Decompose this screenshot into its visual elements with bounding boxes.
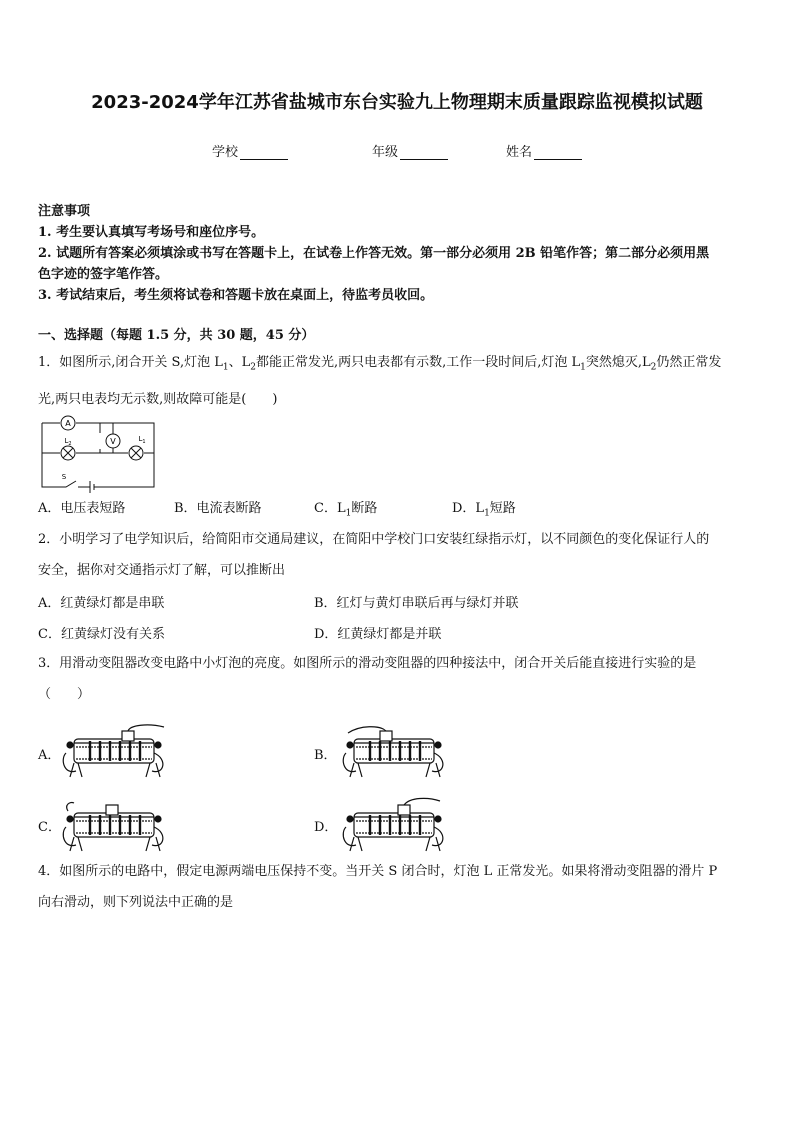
question-2 — [38, 524, 758, 586]
q3-option-b-label[interactable]: B． — [314, 748, 337, 763]
q2-option-a[interactable]: A．红黄绿灯都是串联 — [38, 596, 165, 611]
question-4 — [38, 856, 758, 918]
question-1 — [38, 347, 758, 415]
student-info-row — [0, 141, 794, 161]
q1-option-a[interactable]: A．电压表短路 — [38, 501, 126, 516]
rheostat-c-icon[interactable] — [60, 797, 170, 859]
question-3 — [38, 648, 758, 710]
rheostat-d-icon[interactable] — [340, 797, 450, 859]
exam-title: 2023-2024学年江苏省盐城市东台实验九上物理期末质量跟踪监视模拟试题 — [91, 92, 703, 113]
lamp-l2-icon — [61, 437, 75, 460]
q1-option-d[interactable]: D．$L_1$短路 — [452, 501, 516, 519]
q2-line-1: 2．小明学习了电学知识后，给简阳市交通局建议，在简阳中学校门口安装红绿指示灯，以不同颜色的变化保证行人的 — [38, 532, 710, 547]
q2-options-row-2 — [38, 623, 758, 645]
q1-line-1: 1．如图所示,闭合开关 S,灯泡 $L_1$、$L_2$都能正常发光,两只电表都有示数,工作一段时间后,灯泡 $L_1$突然熄灭$,L_2$仍然正常发 — [38, 355, 722, 373]
q1-option-c[interactable]: C．$L_1$断路 — [314, 501, 378, 519]
school-field[interactable] — [212, 141, 288, 160]
q2-options-row-1 — [38, 592, 758, 614]
notice-item-2-cont: 色字迹的签字笔作答。 — [38, 267, 169, 282]
q2-option-b[interactable]: B．红灯与黄灯串联后再与绿灯并联 — [314, 596, 519, 611]
q2-line-2: 安全，据你对交通指示灯了解，可以推断出 — [38, 563, 286, 578]
q3-option-c-label[interactable]: C． — [38, 820, 61, 835]
q3-option-a-label[interactable]: A． — [38, 748, 61, 763]
q1-line-2: 光,两只电表均无示数,则故障可能是( ) — [38, 391, 278, 407]
q1-circuit-diagram — [38, 413, 158, 493]
q4-line-1: 4．如图所示的电路中，假定电源两端电压保持不变。当开关 S 闭合时，灯泡 L 正常发光。如果将滑动变阻器的滑片 P — [38, 864, 718, 879]
rheostat-a-icon[interactable] — [60, 723, 170, 785]
name-label: 姓名 — [506, 145, 533, 160]
notice-item-1: 1. 考生要认真填写考场号和座位序号。 — [38, 225, 265, 240]
q1-options — [38, 497, 758, 519]
grade-blank[interactable] — [400, 145, 448, 160]
notice-block — [38, 201, 758, 306]
q3-line-1: 3．用滑动变阻器改变电路中小灯泡的亮度。如图所示的滑动变阻器的四种接法中，闭合开关后能直接进行实验的是 — [38, 656, 697, 671]
notice-heading: 注意事项 — [38, 204, 91, 219]
q3-line-2: （ ） — [38, 687, 91, 702]
q1-option-b[interactable]: B．电流表断路 — [174, 501, 262, 516]
svg-text:S: S — [61, 473, 67, 481]
q4-line-2: 向右滑动，则下列说法中正确的是 — [38, 895, 234, 910]
notice-item-3: 3. 考试结束后，考生须将试卷和答题卡放在桌面上，待监考员收回。 — [38, 288, 434, 303]
name-blank[interactable] — [534, 145, 582, 160]
q2-option-d[interactable]: D．红黄绿灯都是并联 — [314, 627, 442, 642]
name-field[interactable] — [506, 141, 582, 160]
q2-option-c[interactable]: C．红黄绿灯没有关系 — [38, 627, 165, 642]
svg-text:L2: $L_2$ — [64, 437, 72, 447]
ammeter-icon — [61, 416, 75, 430]
svg-text:A: A — [65, 419, 71, 428]
switch-battery-icon — [60, 473, 110, 493]
svg-text:L1: $L_1$ — [138, 435, 146, 445]
voltmeter-icon — [106, 423, 120, 453]
grade-field[interactable] — [372, 141, 448, 160]
notice-item-2: 2. 试题所有答案必须填涂或书写在答题卡上，在试卷上作答无效。第一部分必须用 2B 铅笔作答；第二部分必须用黑 — [38, 246, 710, 261]
q3-option-d-label[interactable]: D． — [314, 820, 338, 835]
school-blank[interactable] — [240, 145, 288, 160]
section-heading: 一、选择题（每题 1.5 分，共 30 题，45 分） — [38, 328, 315, 343]
lamp-l1-icon — [129, 435, 146, 460]
grade-label: 年级 — [372, 145, 399, 160]
rheostat-b-icon[interactable] — [340, 723, 450, 785]
school-label: 学校 — [212, 145, 239, 160]
svg-text:V: V — [110, 437, 116, 446]
